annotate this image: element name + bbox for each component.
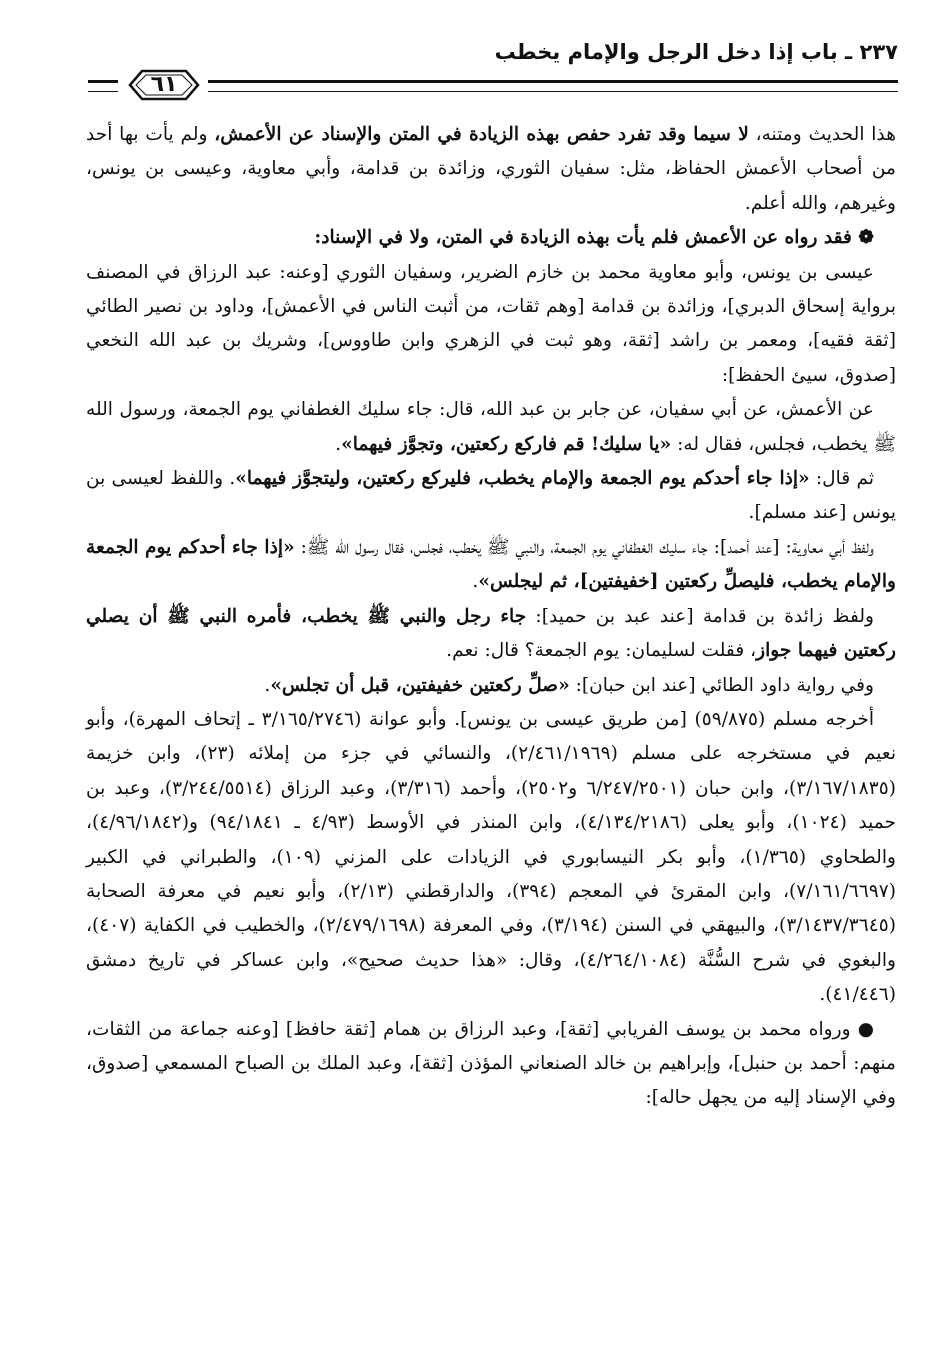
- bold-text-segment: «إذا جاء أحدكم يوم الجمعة والإمام يخطب، فليصلِّ ركعتين [خفيفتين]، ثم ليجلس»: [86, 536, 896, 593]
- page-body: [86, 118, 896, 1116]
- paragraph: [86, 1013, 896, 1116]
- header-rule-left: [88, 80, 118, 92]
- paragraph: [86, 221, 896, 255]
- header-rule: [208, 80, 898, 92]
- text-segment: عيسى بن يونس، وأبو معاوية محمد بن خازم الضرير، وسفيان الثوري [وعنه: عبد الرزاق في المصنف برواية إسحاق الدبري]، وزائدة بن قدامة [وهم ثقات، من أثبت الناس في الأعمش]، وداود بن نصير الطائي [ثقة فقيه]، ومعمر بن راشد [ثقة، وهو ثبت في الزهري وابن طاووس]، وشريك بن عبد الله النخعي [صدوق، سيئ الحفظ]:: [86, 261, 896, 386]
- paragraph: [86, 393, 896, 462]
- paragraph: [86, 703, 896, 1013]
- page-number-frame: [116, 66, 212, 104]
- bold-text-segment: «صلِّ ركعتين خفيفتين، قبل أن تجلس»: [270, 674, 570, 696]
- text-segment: . واللفظ لعيسى بن يونس [عند مسلم].: [86, 468, 896, 524]
- paragraph: [86, 669, 896, 703]
- text-segment: ● ورواه محمد بن يوسف الفريابي [ثقة]، وعبد الرزاق بن همام [ثقة حافظ] [وعنه جماعة من الثقات، منهم: أحمد بن حنبل]، وإبراهيم بن خالد الصنعاني المؤذن [ثقة]، وعبد الملك بن الصباح المسمعي [صدوق، وفي الإسناد إليه من يجهل حاله]:: [86, 1018, 896, 1109]
- text-segment: وفي رواية داود الطائي [عند ابن حبان]:: [569, 674, 874, 696]
- paragraph: [86, 531, 896, 600]
- paragraph: [86, 118, 896, 221]
- text-segment: ثم قال:: [809, 468, 875, 490]
- page-number: ٦١: [150, 72, 178, 97]
- paragraph: [86, 462, 896, 531]
- bold-text-segment: ❁ فقد رواه عن الأعمش فلم يأت بهذه الزيادة في المتن، ولا في الإسناد:: [314, 227, 874, 249]
- bold-text-segment: جاء رجل والنبي ﷺ يخطب، فأمره النبي ﷺ أن يصلي ركعتين فيهما جواز: [86, 605, 896, 662]
- text-segment: .: [472, 571, 479, 593]
- text-segment: ولفظ أبي معاوية: [عند أحمد]: جاء سليك الغطفاني يوم الجمعة، والنبي ﷺ يخطب، فجلس، فقال رسول الله ﷺ:: [294, 536, 874, 558]
- text-segment: .: [335, 433, 342, 455]
- text-segment: أخرجه مسلم (٥٩/٨٧٥) [من طريق عيسى بن يونس]. وأبو عوانة (٣/١٦٥/٢٧٤٦ ـ إتحاف المهرة)، وأبو نعيم في مستخرجه على مسلم (٢/٤٦١/١٩٦٩)، والنسائي في جزء من إملائه (٢٣)، وابن خزيمة (٣/١٦٧/١٨٣٥)، وابن حبان (٦/٢٤٧/٢٥٠١ و٢٥٠٢)، وأحمد (٣/٣١٦)، وعبد الرزاق (٣/٢٤٤/٥٥١٤)، وعبد بن حميد (١٠٢٤)، وأبو يعلى (٤/١٣٤/٢١٨٦)، وابن المنذر في الأوسط (٤/٩٣ ـ ٩٤/١٨٤١) و(٤/٩٦/١٨٤٢)، والطحاوي (١/٣٦٥)، وأبو بكر النيسابوري في الزيادات على المزني (١٠٩)، والطبراني في الكبير (٧/١٦١/٦٦٩٧)، وابن المقرئ في المعجم (٣٩٤)، والدارقطني (٢/١٣)، وأبو نعيم في معرفة الصحابة (٣/١٤٣٧/٣٦٤٥)، والبيهقي في السنن (٣/١٩٤)، وفي المعرفة (٢/٤٧٩/١٦٩٨)، والخطيب في الكفاية (٤٠٧)، والبغوي في شرح السُّنَّة (٤/٢٦٤/١٠٨٤)، وقال: «هذا حديث صحيح»، وابن عساكر في تاريخ دمشق (٤١/٤٤٦).: [86, 708, 897, 1006]
- paragraph: [86, 600, 896, 669]
- text-segment: ، فقلت لسليمان: يوم الجمعة؟ قال: نعم.: [446, 640, 757, 662]
- bold-text-segment: لا سيما وقد تفرد حفص بهذه الزيادة في المتن والإسناد عن الأعمش،: [214, 124, 749, 145]
- bold-text-segment: «يا سليك! قم فاركع ركعتين، وتجوَّز فيهما»: [341, 433, 672, 455]
- text-segment: هذا الحديث ومتنه،: [748, 124, 896, 145]
- text-segment: ولم يأت بها أحد من أصحاب الأعمش الحفاظ، مثل: سفيان الثوري، وزائدة بن قدامة، وأبي معاوية، وعيسى بن يونس، وغيرهم، والله أعلم.: [86, 124, 896, 214]
- text-segment: عن الأعمش، عن أبي سفيان، عن جابر بن عبد الله، قال: جاء سليك الغطفاني يوم الجمعة، ورسول الله ﷺ يخطب، فجلس، فقال له:: [86, 399, 896, 455]
- running-title: ٢٣٧ ـ باب إذا دخل الرجل والإمام يخطب: [494, 40, 898, 64]
- paragraph: [86, 256, 896, 394]
- text-segment: ولفظ زائدة بن قدامة [عند عبد بن حميد]:: [526, 605, 874, 627]
- bold-text-segment: «إذا جاء أحدكم يوم الجمعة والإمام يخطب، فليركع ركعتين، وليتجوَّز فيهما»: [235, 468, 810, 490]
- page-header: [88, 40, 898, 110]
- text-segment: .: [264, 674, 271, 696]
